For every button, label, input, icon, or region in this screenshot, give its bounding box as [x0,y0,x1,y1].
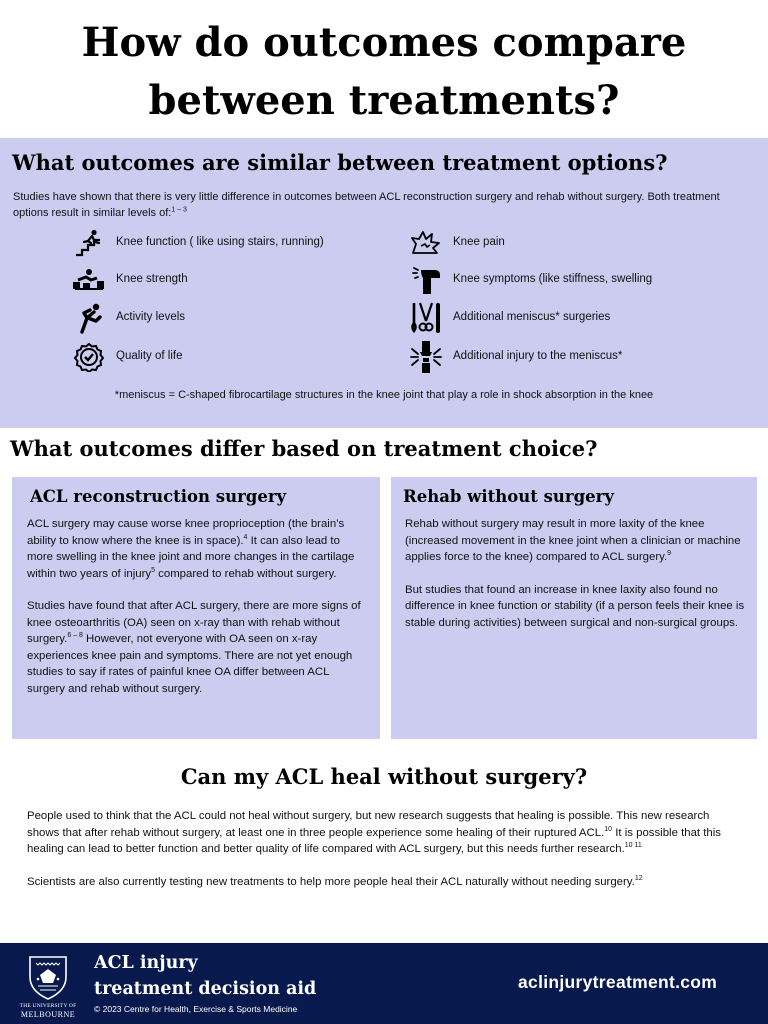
surgery-outcomes-box [12,477,380,739]
copyright-text: © 2023 Centre for Health, Exercise & Sports Medicine [94,1004,298,1014]
rehab-outcomes-box [391,477,757,739]
outcome-label: Knee function ( like using stairs, running) [116,236,324,248]
outcome-label: Knee pain [453,236,505,248]
surgery-box-text [27,516,369,697]
text-run: It is possible that this healing can lead to better function and better quality of life compared with ACL surgery, but this needs further research. [27,826,721,855]
rehab-paragraph-1 [405,516,745,566]
strength-exercise-icon [72,264,106,296]
heal-text [27,808,743,890]
text-run: It can also lead to more swelling in the knee joint and more changes in the cartilage within two years of injury [27,534,355,580]
page-title [0,14,768,130]
surgery-paragraph-2 [27,598,369,697]
stretching-person-icon [72,302,106,334]
text-run: People used to think that the ACL could not heal without surgery, but new research suggests that healing is possible. This new research shows that after rehab without surgery, at least one in three people experience some healing of their ruptured ACL. [27,810,710,839]
surgery-paragraph-1 [27,516,369,582]
outcome-label: Additional injury to the meniscus* [453,350,623,362]
brand-title-line1: ACL injury [94,953,198,973]
text-run: Rehab without surgery may result in more laxity of the knee (increased movement in the knee joint when a clinician or machine applies force to the knee) compared to ACL surgery. [405,518,741,563]
crest-icon [18,953,78,1001]
surgical-tools-icon [409,302,443,334]
page-title-line2: between treatments? [148,77,620,124]
reference: 10 11 [624,842,642,850]
reference: 12 [634,874,643,882]
similar-outcomes-intro [13,189,753,221]
knee-swelling-icon [409,264,443,296]
intro-text: Studies have shown that there is very little difference in outcomes between ACL reconstruction surgery and rehab without surgery. Both treatment options result in similar levels of: [13,191,720,219]
outcome-label: Additional meniscus* surgeries [453,311,611,323]
rehab-box-text [405,516,745,631]
reference: 4 [243,533,248,541]
similar-outcomes-panel [0,138,768,428]
text-run: Studies have found that after ACL surgery, there are more signs of knee osteoarthritis (OA) seen on x-ray than with rehab without surgery. [27,600,361,645]
check-badge-icon [72,341,106,373]
heal-heading: Can my ACL heal without surgery? [180,764,588,789]
intro-reference: 1 – 3 [171,206,187,214]
stairs-runner-icon [72,227,106,259]
heal-paragraph-1 [27,808,743,858]
reference: 6 – 8 [67,632,83,640]
reference: 10 [604,825,613,833]
text-run: compared to rehab without surgery. [155,567,337,580]
footer [0,943,768,1024]
heal-paragraph-2 [27,874,743,891]
text-run: Scientists are also currently testing new treatments to help more people heal their ACL naturally without needing surgery. [27,875,635,888]
brand-title-line2: treatment decision aid [94,979,317,999]
website-link[interactable]: aclinjurytreatment.com [518,972,718,992]
university-line-2: MELBOURNE [20,1010,76,1019]
text-run: ACL surgery may cause worse knee proprioception (the brain’s ability to know where the knee is in space). [27,518,345,547]
differ-outcomes-heading: What outcomes differ based on treatment choice? [10,436,598,461]
university-logo [18,953,78,1017]
outcome-label: Quality of life [116,350,183,362]
meniscus-footnote: *meniscus = C-shaped fibrocartilage structures in the knee joint that play a role in shock absorption in the knee [114,389,654,401]
rehab-box-title: Rehab without surgery [403,487,614,506]
university-line-1: THE UNIVERSITY OF [19,1003,77,1009]
surgery-box-title: ACL reconstruction surgery [30,487,287,506]
reference: 5 [151,566,155,574]
outcome-label: Knee symptoms (like stiffness, swelling [453,273,653,285]
page-title-line1: How do outcomes compare [81,19,687,66]
reference: 9 [667,550,672,558]
text-run: However, not everyone with OA seen on x-ray experiences knee pain and symptoms. There are not yet enough studies to say if rates of painful knee OA differ between ACL surgery and rehab without surgery. [27,633,353,695]
rehab-paragraph-2: But studies that found an increase in knee laxity also found no difference in knee function or stability (if a person feels their knee is stable during activities) between surgical and non-surgical groups. [405,583,745,629]
similar-outcomes-heading: What outcomes are similar between treatment options? [12,150,668,175]
pain-burst-icon [409,227,443,259]
knee-joint-injury-icon [409,341,443,373]
outcome-label: Knee strength [116,273,188,285]
outcome-label: Activity levels [116,311,186,323]
